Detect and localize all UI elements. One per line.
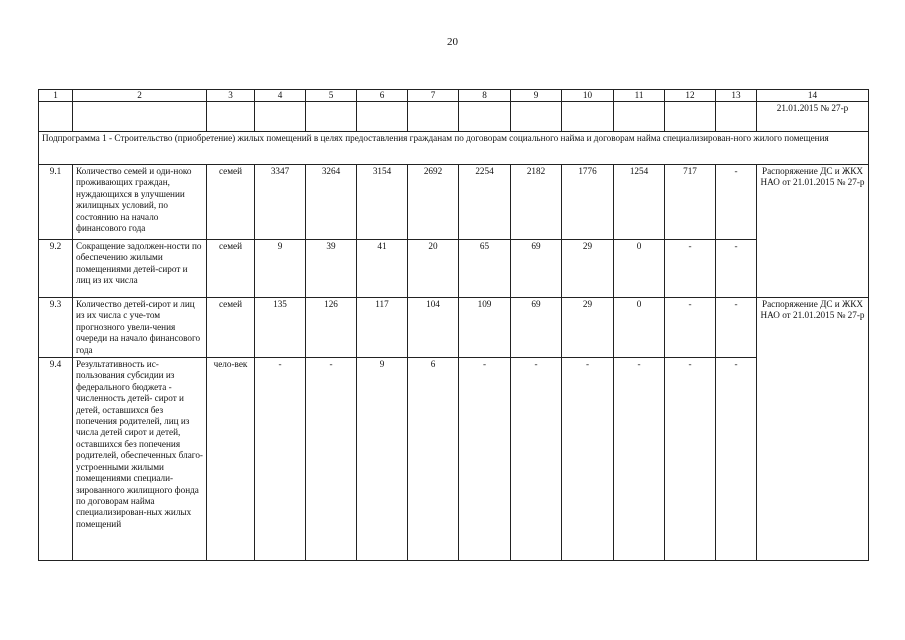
value-cell: 3154 — [357, 165, 408, 240]
value-cell: 41 — [357, 240, 408, 298]
subprogram-title: Подпрограмма 1 - Строительство (приобретение) жилых помещений в целях предоставления гражданам по договорам социального найма и договорам найма специализирован-ного жилого помещения — [39, 132, 869, 165]
value-cell: - — [459, 358, 511, 561]
value-cell: 39 — [306, 240, 357, 298]
value-cell: 9 — [255, 240, 306, 298]
value-cell: - — [255, 358, 306, 561]
header-cell: 4 — [255, 90, 306, 102]
unit: семей — [207, 298, 255, 358]
value-cell: 2182 — [511, 165, 562, 240]
value-cell: 0 — [614, 240, 665, 298]
indicator-name: Результативность ис-пользования субсидии из федерального бюджета - численность детей- сирот и детей, оставшихся без попечения родителей, лиц из числа детей сирот и детей, оставшихся без попечения родителей, обеспеченных благо-устроенными жилыми помещениями специали-зированного жилищного фонда по договорам найма специализирован-ных жилых помещений — [73, 358, 207, 561]
header-cell: 13 — [716, 90, 757, 102]
value-cell: - — [665, 358, 716, 561]
value-cell: 126 — [306, 298, 357, 358]
value-cell: - — [665, 298, 716, 358]
header-cell: 9 — [511, 90, 562, 102]
value-cell: - — [716, 165, 757, 240]
value-cell: 6 — [408, 358, 459, 561]
page-number: 20 — [447, 36, 458, 48]
indicator-name: Количество семей и оди-ноко проживающих граждан, нуждающихся в улучшении жилищных условий, по состоянию на начало финансового года — [73, 165, 207, 240]
value-cell: 2692 — [408, 165, 459, 240]
row-number: 9.3 — [39, 298, 73, 358]
value-cell: 1776 — [562, 165, 614, 240]
header-cell: 2 — [73, 90, 207, 102]
value-cell: 0 — [614, 298, 665, 358]
value-cell: 104 — [408, 298, 459, 358]
value-cell: 2254 — [459, 165, 511, 240]
header-cell: 10 — [562, 90, 614, 102]
continuation-row — [39, 102, 869, 132]
continuation-note: 21.01.2015 № 27-р — [757, 102, 869, 132]
value-cell: - — [716, 358, 757, 561]
table-row — [39, 298, 869, 358]
value-cell: 9 — [357, 358, 408, 561]
indicator-name: Количество детей-сирот и лиц из их числа с уче-том прогнозного увели-чения очереди на начало финансового года — [73, 298, 207, 358]
header-row — [39, 90, 869, 102]
value-cell: - — [665, 240, 716, 298]
value-cell: 3264 — [306, 165, 357, 240]
header-cell: 6 — [357, 90, 408, 102]
value-cell: 3347 — [255, 165, 306, 240]
unit: чело-век — [207, 358, 255, 561]
row-number: 9.1 — [39, 165, 73, 240]
value-cell: 1254 — [614, 165, 665, 240]
indicator-name: Сокращение задолжен-ности по обеспечению жилыми помещениями детей-сирот и лиц из их числа — [73, 240, 207, 298]
basis-cell: Распоряжение ДС и ЖКХ НАО от 21.01.2015 № 27-р — [757, 298, 869, 561]
header-cell: 5 — [306, 90, 357, 102]
value-cell: 717 — [665, 165, 716, 240]
header-cell: 1 — [39, 90, 73, 102]
value-cell: - — [716, 298, 757, 358]
header-cell: 8 — [459, 90, 511, 102]
unit: семей — [207, 165, 255, 240]
value-cell: 29 — [562, 298, 614, 358]
table-row — [39, 240, 869, 298]
indicators-table — [38, 89, 869, 561]
subprogram-row — [39, 132, 869, 165]
value-cell: 69 — [511, 240, 562, 298]
row-number: 9.2 — [39, 240, 73, 298]
table-row — [39, 165, 869, 240]
value-cell: 29 — [562, 240, 614, 298]
header-cell: 7 — [408, 90, 459, 102]
value-cell: - — [716, 240, 757, 298]
header-cell: 12 — [665, 90, 716, 102]
header-cell: 3 — [207, 90, 255, 102]
value-cell: - — [306, 358, 357, 561]
value-cell: - — [562, 358, 614, 561]
header-cell: 14 — [757, 90, 869, 102]
table-row — [39, 358, 869, 561]
value-cell: 135 — [255, 298, 306, 358]
value-cell: 65 — [459, 240, 511, 298]
value-cell: 109 — [459, 298, 511, 358]
value-cell: 117 — [357, 298, 408, 358]
value-cell: - — [511, 358, 562, 561]
value-cell: - — [614, 358, 665, 561]
unit: семей — [207, 240, 255, 298]
basis-cell: Распоряжение ДС и ЖКХ НАО от 21.01.2015 № 27-р — [757, 165, 869, 298]
row-number: 9.4 — [39, 358, 73, 561]
value-cell: 69 — [511, 298, 562, 358]
value-cell: 20 — [408, 240, 459, 298]
header-cell: 11 — [614, 90, 665, 102]
